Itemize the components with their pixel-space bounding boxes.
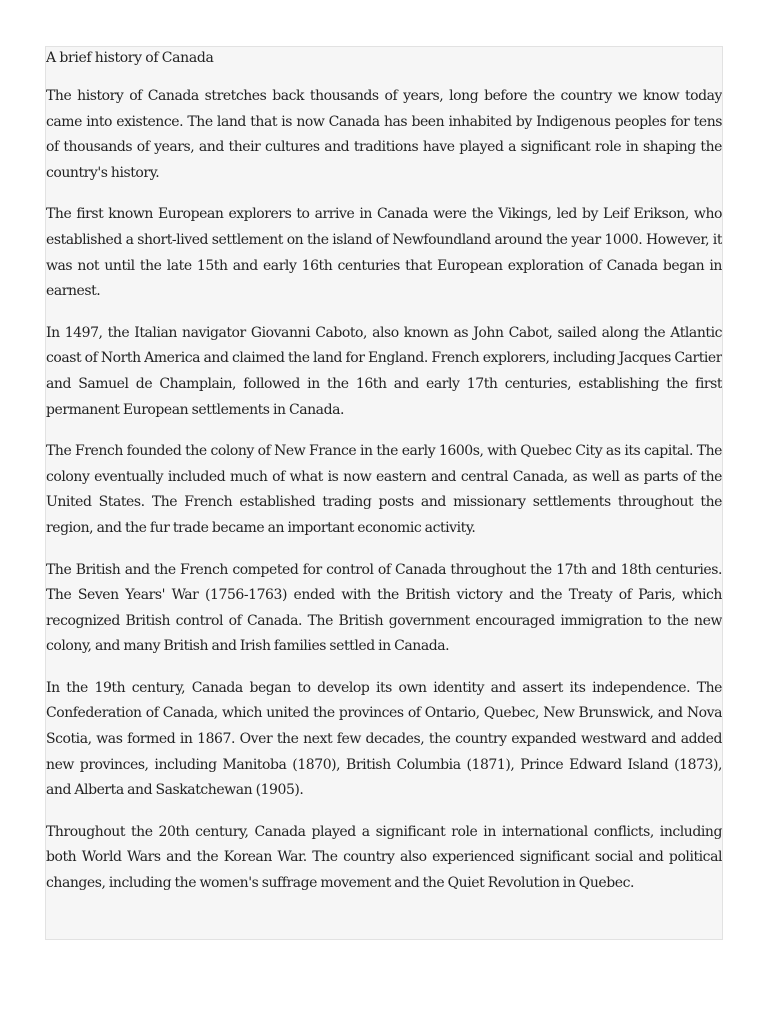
paragraph-19th-century: In the 19th century, Canada began to develop its own identity and assert its independence. The Confederation of Canada, which united the provinces of Ontario, Quebec, New Brunswick, and Nova Scotia, was formed in 1867. Over the next few decades, the country expanded westward and added new provinces, including Manitoba (1870), British Columbia (1871), Prince Edward Island (1873), and Alberta and Saskatchewan (1905). (46, 679, 722, 799)
document-body (45, 46, 723, 940)
document-title: A brief history of Canada (46, 50, 214, 66)
paragraph-john-cabot: In 1497, the Italian navigator Giovanni Caboto, also known as John Cabot, sailed along the Atlantic coast of North America and claimed the land for England. French explorers, including Jacques Cartier and Samuel de Champlain, followed in the 16th and early 17th centuries, establishing the first permanent European settlements in Canada. (46, 324, 722, 418)
paragraph-new-france: The French founded the colony of New France in the early 1600s, with Quebec City as its capital. The colony eventually included much of what is now eastern and central Canada, as well as parts of the United States. The French established trading posts and missionary settlements throughout the region, and the fur trade became an important economic activity. (46, 443, 722, 536)
paragraph-vikings: The first known European explorers to arrive in Canada were the Vikings, led by Leif Erikson, who established a short-lived settlement on the island of Newfoundland around the year 1000. However, it was not until the late 15th and early 16th centuries that European exploration of Canada began in earnest. (46, 206, 722, 300)
paragraph-20th-century: Throughout the 20th century, Canada played a significant role in international conflicts, including both World Wars and the Korean War. The country also experienced significant social and political changes, including the women's suffrage movement and the Quiet Revolution in Quebec. (46, 823, 722, 892)
paragraph-indigenous-history: The history of Canada stretches back thousands of years, long before the country we know today came into existence. The land that is now Canada has been inhabited by Indigenous peoples for tens of thousands of years, and their cultures and traditions have played a significant role in shaping the country's history. (46, 88, 722, 181)
paragraph-british-french: The British and the French competed for control of Canada throughout the 17th and 18th centuries. The Seven Years' War (1756-1763) ended with the British victory and the Treaty of Paris, which recognized British control of Canada. The British government encouraged immigration to the new colony, and many British and Irish families settled in Canada. (46, 561, 722, 655)
